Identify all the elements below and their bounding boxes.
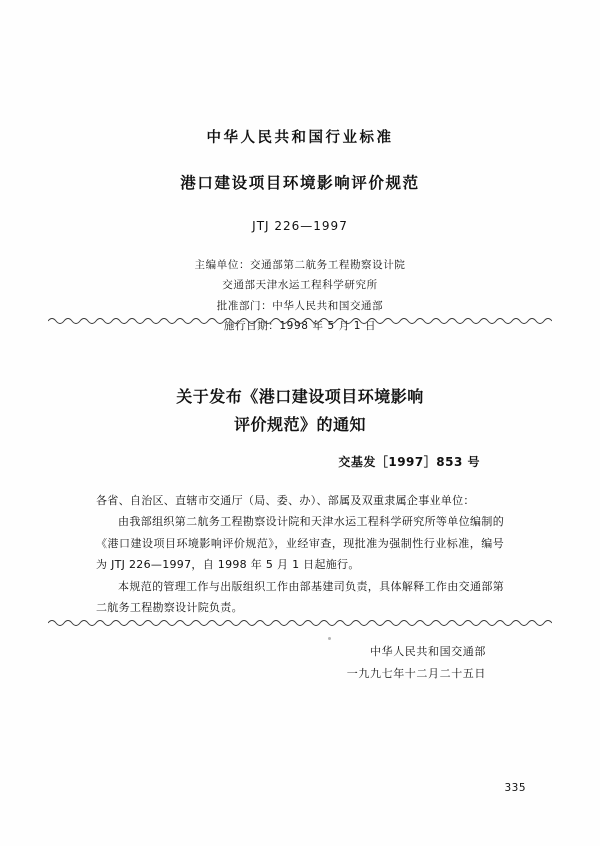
wavy-divider-top xyxy=(48,314,552,328)
meta-line-effective-date: 施行日期：1998 年 5 月 1 日 xyxy=(223,320,377,333)
standard-code: JTJ 226—1997 xyxy=(252,219,348,233)
notice-body xyxy=(96,490,504,619)
notice-paragraph-approval: 由我部组织第二航务工程勘察设计院和天津水运工程科学研究所等单位编制的《港口建设项目环境影响评价规范》，业经审查，现批准为强制性行业标准，编号为 JTJ 226—1997，自 1998 年 5 月 1 日起施行。 xyxy=(96,515,504,572)
notice-paragraph-administration: 本规范的管理工作与出版组织工作由部基建司负责，具体解释工作由交通部第二航务工程勘察设计院负责。 xyxy=(96,579,504,615)
meta-line-approval-department: 批准部门：中华人民共和国交通部 xyxy=(216,299,384,312)
standard-header xyxy=(96,126,504,337)
signature-date: 一九九七年十二月二十五日 xyxy=(346,666,486,680)
standard-title: 港口建设项目环境影响评价规范 xyxy=(180,174,420,192)
meta-line-editor-unit: 主编单位：交通部第二航务工程勘察设计院 xyxy=(194,259,406,271)
signature-organization: 中华人民共和国交通部 xyxy=(370,644,486,658)
wavy-divider-bottom xyxy=(48,616,552,630)
notice-paragraph-addressees: 各省、自治区、直辖市交通厅（局、委、办）、部属及双重隶属企事业单位： xyxy=(96,493,475,507)
notice-title-line-1: 关于发布《港口建设项目环境影响 xyxy=(176,386,424,406)
meta-line-coeditor-unit: 交通部天津水运工程科学研究所 xyxy=(222,279,378,292)
notice-title-line-2: 评价规范》的通知 xyxy=(233,414,366,434)
notice-signature xyxy=(96,641,504,685)
notice-block xyxy=(96,383,504,470)
page-speck xyxy=(328,637,331,640)
notice-document-number: 交基发［1997］853 号 xyxy=(338,454,480,469)
notice-title xyxy=(96,383,504,439)
page-number: 335 xyxy=(504,782,526,794)
standard-organization: 中华人民共和国行业标准 xyxy=(206,130,394,146)
